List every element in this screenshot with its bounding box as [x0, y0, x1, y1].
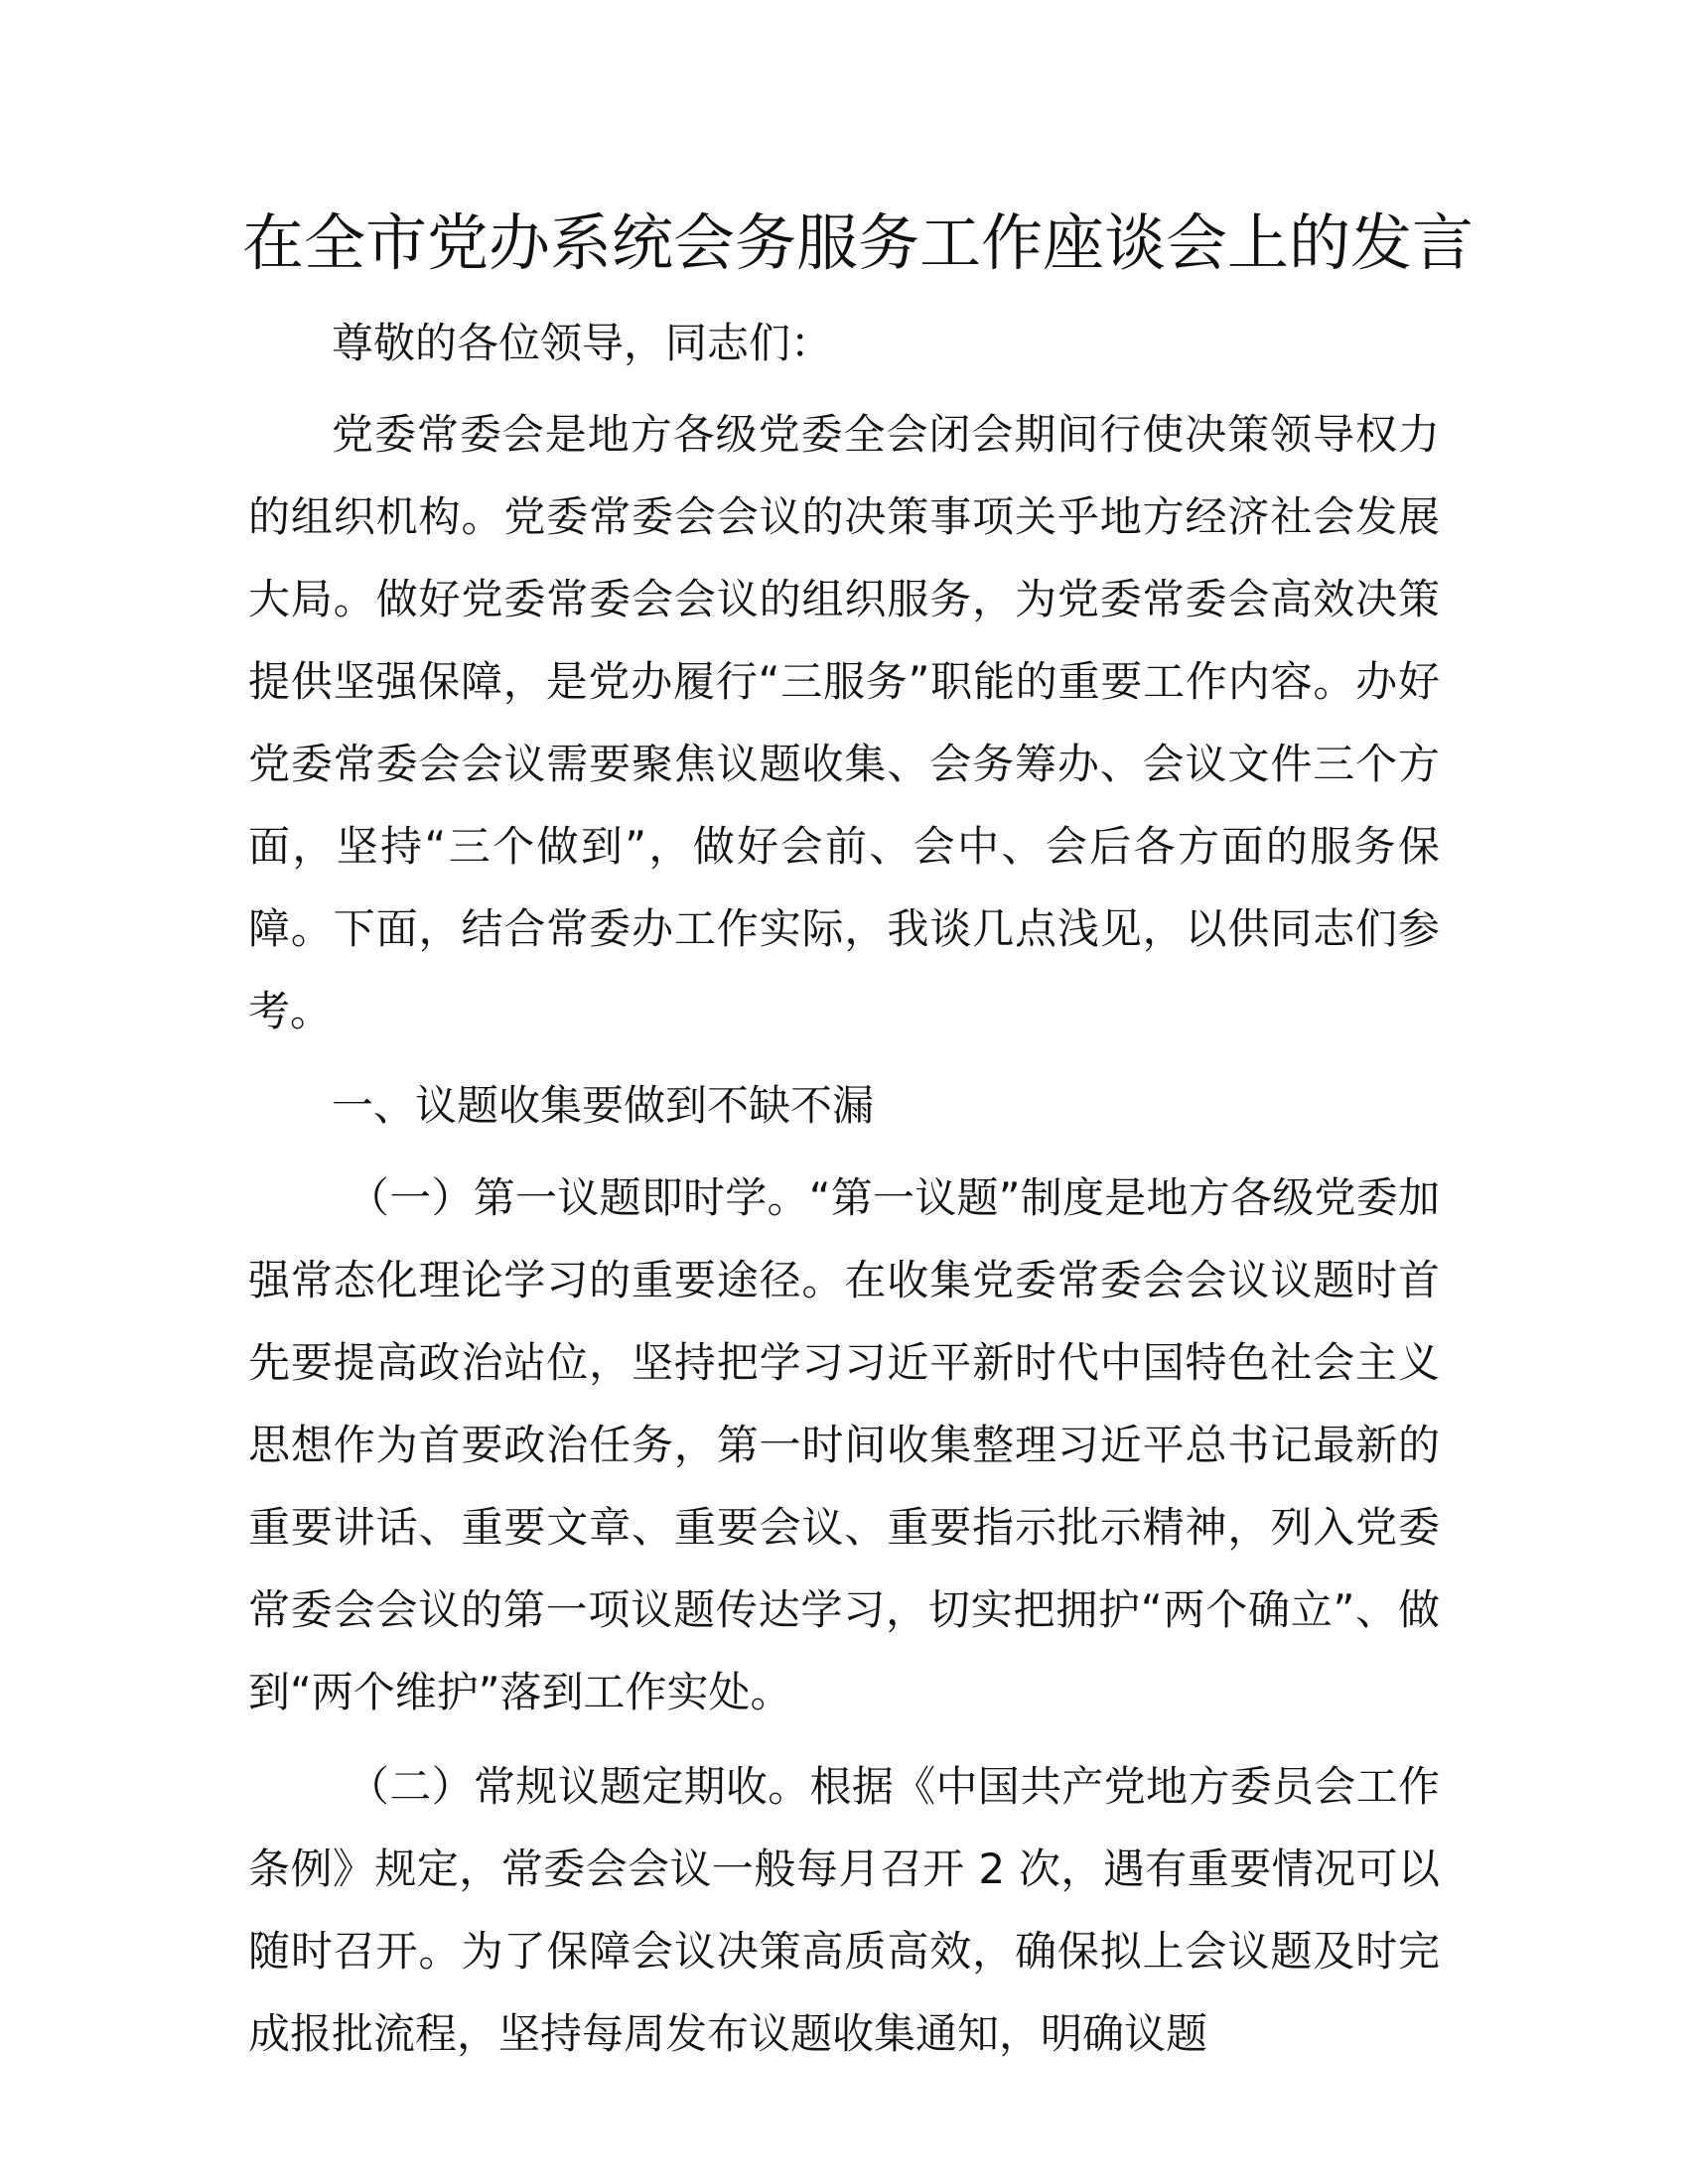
- intro-paragraph: 党委常委会是地方各级党委全会闭会期间行使决策领导权力的组织机构。党委常委会会议的决策事项关乎地方经济社会发展大局。做好党委常委会会议的组织服务，为党委常委会高效决策提供坚强保障，是党办履行“三服务”职能的重要工作内容。办好党委常委会会议需要聚焦议题收集、会务筹办、会议文件三个方面，坚持“三个做到”，做好会前、会中、会后各方面的服务保障。下面，结合常委办工作实际，我谈几点浅见，以供同志们参考。: [248, 410, 1440, 1035]
- document-page: [242, 199, 1475, 2075]
- subsection-paragraph: （二）常规议题定期收。根据《中国共产党地方委员会工作条例》规定，常委会会议一般每月召开 2 次，遇有重要情况可以随时召开。为了保障会议决策高质高效，确保拟上会议题及时完成报批流程，坚持每周发布议题收集通知，明确议题: [248, 1762, 1440, 2058]
- section-heading: 一、议题收集要做到不缺不漏: [332, 1081, 875, 1130]
- subsection-paragraph: （一）第一议题即时学。“第一议题”制度是地方各级党委加强常态化理论学习的重要途径。在收集党委常委会会议议题时首先要提高政治站位，坚持把学习习近平新时代中国特色社会主义思想作为首要政治任务，第一时间收集整理习近平总书记最新的重要讲话、重要文章、重要会议、重要指示批示精神，列入党委常委会会议的第一项议题传达学习，切实把拥护“两个确立”、做到“两个维护”落到工作实处。: [248, 1173, 1440, 1716]
- document-title: 在全市党办系统会务服务工作座谈会上的发言: [242, 206, 1475, 279]
- salutation: 尊敬的各位领导，同志们：: [332, 319, 833, 367]
